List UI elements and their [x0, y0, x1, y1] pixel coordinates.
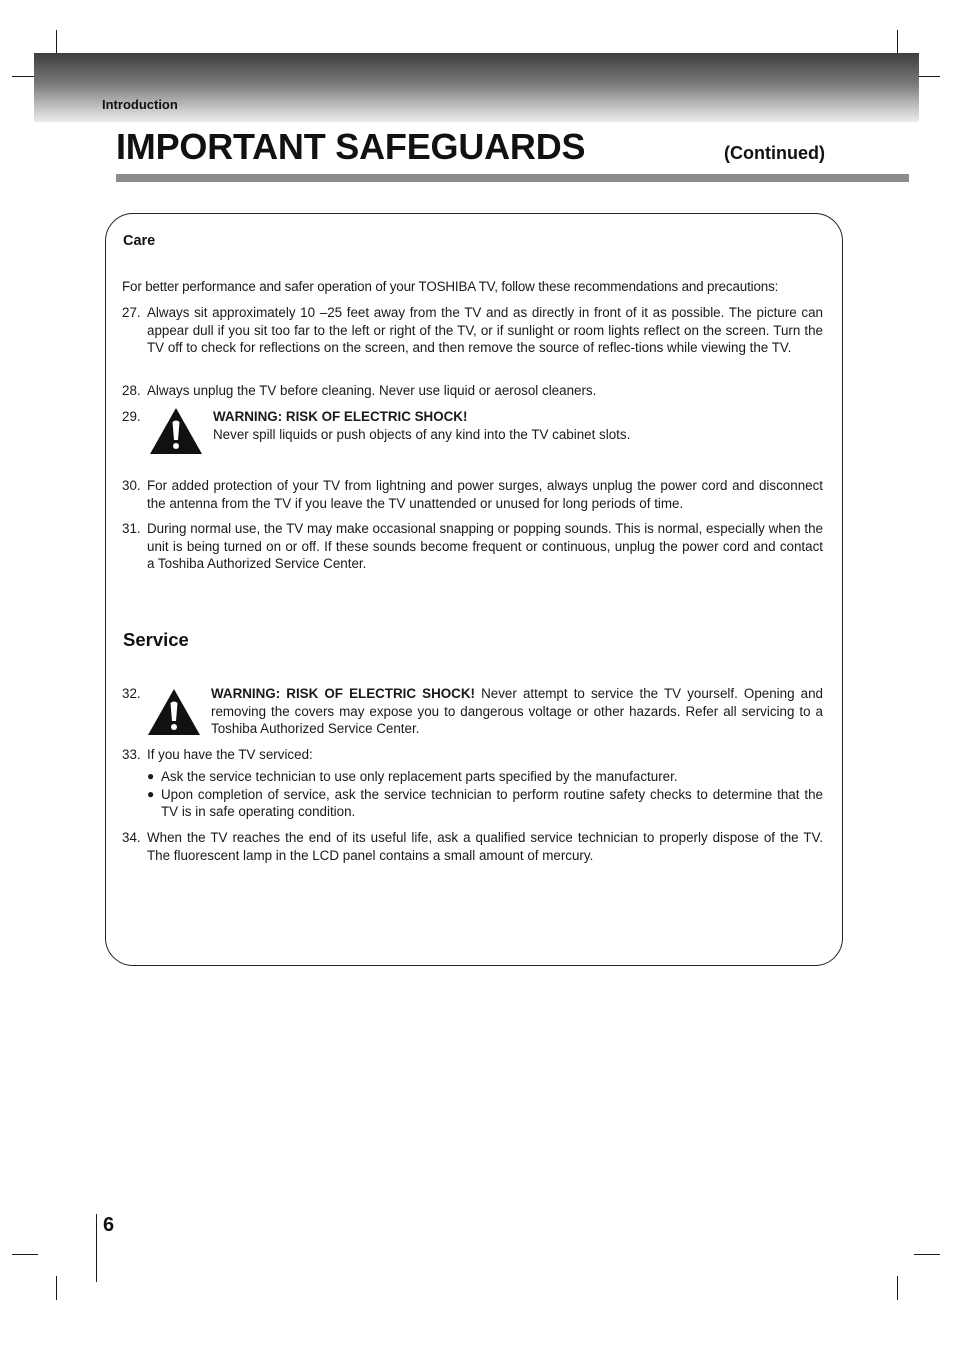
list-item-27 [122, 304, 823, 357]
page-number: 6 [103, 1214, 115, 1236]
list-item-31 [122, 520, 823, 573]
item-text: When the TV reaches the end of its useful life, ask a qualified service technician to properly dispose of the TV. The fluorescent lamp in the LCD panel contains a small amount of mercury. [147, 830, 823, 863]
bullet-item [145, 786, 823, 821]
bullet-icon: ● [147, 769, 155, 783]
bullet-item [145, 768, 823, 786]
warning-label: WARNING: RISK OF ELECTRIC SHOCK! [211, 686, 475, 701]
title-rule [116, 174, 909, 182]
item-text: Never spill liquids or push objects of any kind into the TV cabinet slots. [213, 426, 631, 442]
crop-mark [897, 1276, 898, 1300]
item-number: 34. [122, 830, 141, 845]
warning-label: WARNING: RISK OF ELECTRIC SHOCK! [213, 409, 468, 424]
crop-mark [12, 1254, 38, 1255]
item-number: 31. [122, 521, 141, 536]
item-text: If you have the TV serviced: [147, 747, 313, 762]
care-intro: For better performance and safer operation of your TOSHIBA TV, follow these recommendations and precautions: [122, 279, 779, 294]
item-text: Always sit approximately 10 –25 feet away from the TV and as directly in front of it as possible. The picture can appear dull if you sit too far to the left or right of the TV, or if sunlight or room lights reflect on the screen. Turn the TV off to check for reflections on the screen, and then remove the source of reflec-tions while viewing the TV. [147, 305, 823, 355]
crop-mark [914, 1254, 940, 1255]
item-number: 32. [122, 686, 141, 701]
item-number: 29. [122, 409, 141, 424]
care-heading: Care [123, 233, 156, 249]
list-item-29 [122, 408, 823, 458]
crop-mark [56, 1276, 57, 1300]
bullet-icon: ● [147, 786, 155, 801]
list-item-33 [122, 746, 823, 764]
list-item-28 [122, 382, 823, 400]
crop-mark [56, 30, 57, 54]
item-number: 33. [122, 747, 141, 762]
bullet-text: Ask the service technician to use only replacement parts specified by the manufacturer. [161, 769, 678, 784]
item-text: Always unplug the TV before cleaning. Never use liquid or aerosol cleaners. [147, 383, 597, 398]
page-title: IMPORTANT SAFEGUARDS [116, 126, 586, 167]
bullet-text: Upon completion of service, ask the service technician to perform routine safety checks to determine that the TV is in safe operating condition. [161, 786, 823, 819]
item-text: Never attempt to service the TV yourself. Opening and removing the covers may expose you to dangerous voltage or other hazards. Refer all servicing to a Toshiba Authorized Service Center. [211, 686, 824, 736]
list-item-32 [122, 685, 823, 739]
item-number: 30. [122, 478, 141, 493]
list-item-34 [122, 829, 823, 864]
item-text: For added protection of your TV from lightning and power surges, always unplug the power cord and disconnect the antenna from the TV if you leave the TV unattended or unused for long periods of time. [147, 478, 823, 511]
list-item-30 [122, 477, 823, 512]
bullet-list [145, 768, 823, 821]
page-number-rule [96, 1214, 97, 1282]
section-label: Introduction [102, 97, 178, 112]
service-heading: Service [123, 629, 189, 650]
crop-mark [897, 30, 898, 54]
warning-triangle-icon [146, 687, 202, 737]
item-number: 28. [122, 383, 141, 398]
continued-label: (Continued) [724, 143, 825, 163]
item-text: During normal use, the TV may make occasional snapping or popping sounds. This is normal, especially when the unit is being turned on or off. If these sounds become frequent or continuous, unplug the power cord and contact a Toshiba Authorized Service Center. [147, 521, 823, 571]
warning-triangle-icon [148, 406, 204, 456]
item-number: 27. [122, 305, 141, 320]
